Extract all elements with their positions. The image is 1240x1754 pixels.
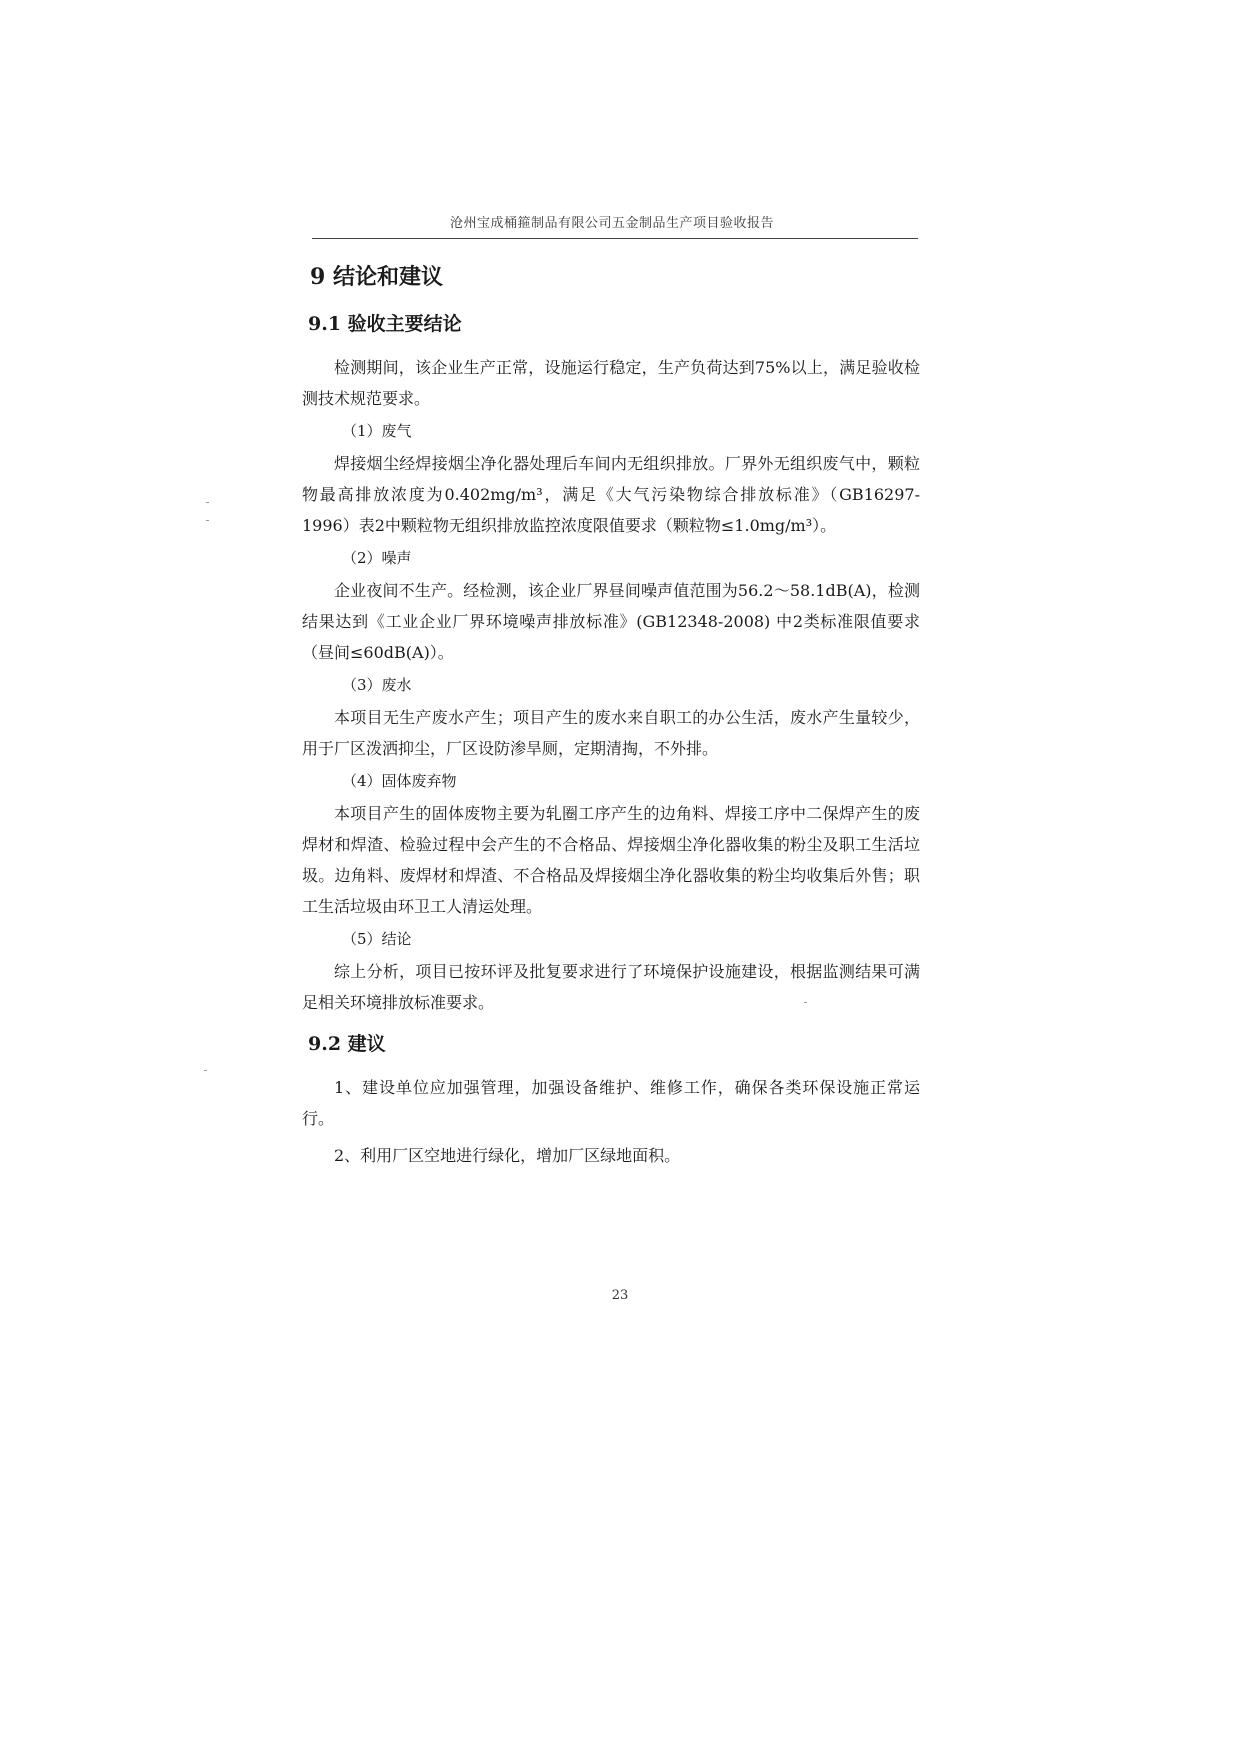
conclusion-label: （5）结论 bbox=[342, 930, 412, 948]
page-content bbox=[300, 262, 920, 1171]
section-9-title: 9 结论和建议 bbox=[310, 264, 443, 290]
running-header: 沧州宝成桶箍制品有限公司五金制品生产项目验收报告 bbox=[449, 216, 774, 231]
section-9-1-intro: 检测期间，该企业生产正常，设施运行稳定，生产负荷达到75%以上，满足验收检测技术规范要求。 bbox=[302, 358, 920, 408]
noise-text: 企业夜间不生产。经检测，该企业厂界昼间噪声值范围为56.2～58.1dB(A)，检测结果达到《工业企业厂界环境噪声排放标准》(GB12348-2008) 中2类标准限值要求（昼间≤60dB(A)）。 bbox=[302, 581, 920, 662]
noise-label: （2）噪声 bbox=[342, 549, 412, 567]
wastewater-text: 本项目无生产废水产生；项目产生的废水来自职工的办公生活，废水产生量较少，用于厂区泼洒抑尘，厂区设防渗旱厕，定期清掏，不外排。 bbox=[302, 708, 920, 758]
conclusion-text: 综上分析，项目已按环评及批复要求进行了环境保护设施建设，根据监测结果可满足相关环境排放标准要求。 bbox=[302, 962, 920, 1012]
section-9-1-title: 9.1 验收主要结论 bbox=[308, 313, 462, 335]
waste-gas-text: 焊接烟尘经焊接烟尘净化器处理后车间内无组织排放。厂界外无组织废气中，颗粒物最高排放浓度为0.402mg/m³，满足《大气污染物综合排放标准》（GB16297-1996）表2中颗粒物无组织排放监控浓度限值要求（颗粒物≤1.0mg/m³）。 bbox=[302, 454, 920, 535]
scan-speck bbox=[804, 1002, 807, 1003]
suggestion-2: 2、利用厂区空地进行绿化，增加厂区绿地面积。 bbox=[334, 1146, 681, 1165]
solid-waste-text: 本项目产生的固体废物主要为轧圈工序产生的边角料、焊接工序中二保焊产生的废焊材和焊渣、检验过程中会产生的不合格品、焊接烟尘净化器收集的粉尘及职工生活垃圾。边角料、废焊材和焊渣、不合格品及焊接烟尘净化器收集的粉尘均收集后外售；职工生活垃圾由环卫工人清运处理。 bbox=[302, 804, 920, 916]
section-9-2-title: 9.2 建议 bbox=[308, 1033, 386, 1055]
wastewater-label: （3）废水 bbox=[342, 676, 412, 694]
header-rule bbox=[312, 238, 918, 239]
solid-waste-label: （4）固体废弃物 bbox=[342, 772, 457, 790]
scan-speck bbox=[206, 520, 209, 521]
scan-speck bbox=[206, 502, 209, 503]
scan-speck bbox=[204, 1070, 207, 1071]
waste-gas-label: （1）废气 bbox=[342, 422, 412, 440]
page-number: 23 bbox=[611, 1288, 629, 1303]
suggestion-1: 1、建设单位应加强管理，加强设备维护、维修工作，确保各类环保设施正常运行。 bbox=[302, 1078, 920, 1128]
